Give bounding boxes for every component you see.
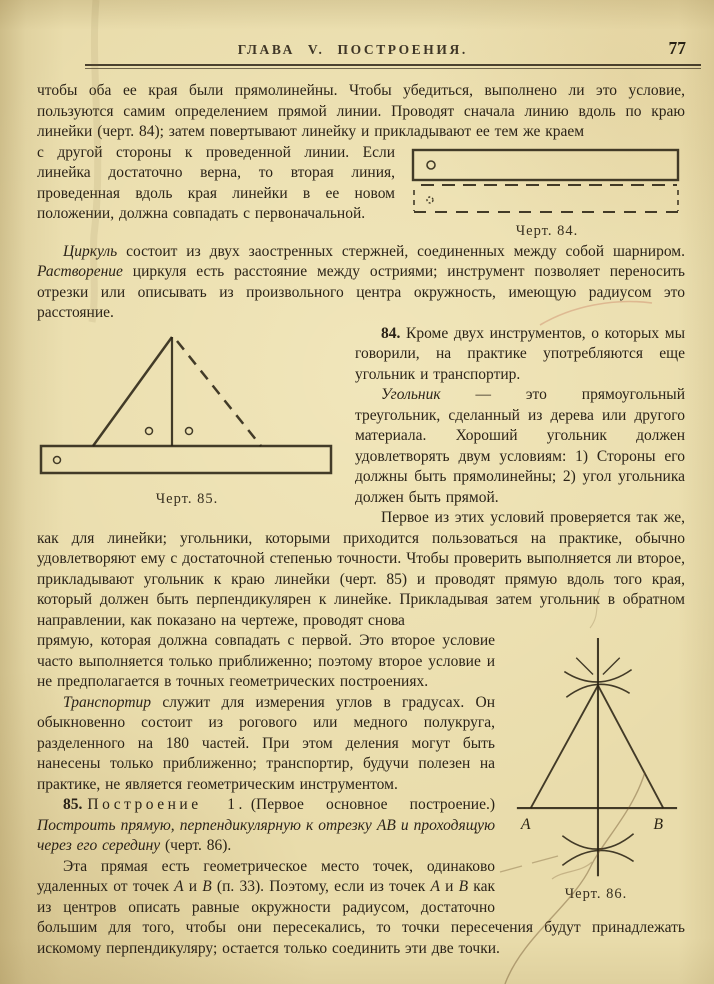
point-b: В [458, 878, 469, 896]
problem-statement: Построить прямую, перпендикулярную к отрезку АВ и проходящую через его середину [37, 816, 495, 855]
point-a: А [430, 878, 440, 896]
paragraph-text: и [183, 878, 203, 896]
term-compass: Циркуль [63, 242, 118, 260]
paragraph-text: циркуля есть расстояние между остриями; инструмент позволяет переносить отрезки или описывать из произвольного центра окружность, имеющую радиусом это расстояние. [37, 263, 685, 322]
point-label-b: В [653, 816, 664, 834]
figure-85-caption: Черт. 85. [155, 490, 219, 507]
paragraph-text: как из центров описать равные окружности радиусом, достаточно большим для того, чтобы они пересекались, то точки пересечения будут принадлежать искомому перпендикуляру; остается только соединить эти две точки. [37, 878, 685, 957]
figure-84 [409, 147, 685, 240]
ruler-diagram [409, 147, 685, 219]
paragraph-text: (п. 33). Поэтому, если из точек [211, 878, 431, 896]
paragraph-text: Эта прямая есть геометрическое место точек, одинаково удаленных от точек [37, 857, 495, 896]
figure-84-caption: Черт. 84. [515, 222, 579, 239]
text-block-with-figure-84 [37, 143, 685, 242]
paragraph [37, 81, 685, 143]
header-rule [85, 64, 701, 69]
text-block-with-figure-86 [37, 631, 685, 959]
set-square-diagram [37, 329, 337, 487]
paragraph-text: прямую, которая должна совпадать с первой. Это второе условие часто выполняется только приближенно; поэтому второе условие и не предполагается в точных геометрических построениях. [37, 632, 495, 691]
figure-86-caption: Черт. 86. [564, 885, 628, 902]
perpendicular-bisector-diagram [507, 634, 685, 881]
paragraph [37, 508, 685, 631]
paragraph-text: Кроме двух инструментов, о которых мы говорили, на практике употребляются еще угольник и транспортир. [355, 324, 685, 383]
point-a: А [174, 878, 184, 896]
section-number: 84. [381, 324, 401, 342]
paragraph-text: (черт. 86). [165, 837, 232, 855]
paragraph-text: с другой стороны к проведенной линии. Если линейка достаточно верна, то вторая линия, проведенная вдоль края линейки в ее новом положении, должна совпадать с первоначальной. [37, 143, 395, 223]
paragraph-text: — это прямоугольный треугольник, сделанный из дерева или другого материала. Хороший угольник должен удовлетворять двум условиям: 1) Стороны его должны быть прямолинейны; 2) угол угольника должен быть прямой. [355, 386, 685, 506]
section-number: 85. [63, 796, 83, 814]
text-block-with-figure-85 [37, 324, 685, 632]
chapter-title: ГЛАВА V. ПОСТРОЕНИЯ. [237, 42, 468, 57]
running-head [0, 0, 714, 63]
paragraph-text: состоит из двух заостренных стержней, соединенных между собой шарниром. [117, 242, 685, 260]
figure-85 [37, 329, 337, 508]
page-body [0, 81, 714, 959]
paragraph [37, 242, 685, 324]
figure-86 [507, 634, 685, 902]
term-opening: Растворение [37, 263, 123, 281]
term-protractor: Транспортир [63, 693, 152, 711]
paragraph-text: (Первое основное построение.) [250, 796, 495, 814]
paragraph-text: служит для измерения углов в градусах. Он обыкновенно состоит из рогового или медного полукруга, разделенного на 180 частей. При этом деления могут быть нанесены только приближенно; транспортир, будучи полезен на практике, не является геометрическим инструментом. [37, 693, 495, 793]
point-label-a: А [520, 816, 531, 834]
paragraph-text: чтобы оба ее края были прямолинейны. Чтобы убедиться, выполнено ли это условие, пользуются самим определением прямой линии. Проводят сначала линию вдоль по краю линейки (черт. 84); затем повертывают линейку и прикладывают ее тем же краем [37, 82, 685, 141]
paragraph-text: и [439, 878, 459, 896]
term-set-square: Угольник [381, 386, 441, 404]
page-number: 77 [668, 38, 686, 58]
point-b: В [202, 878, 212, 896]
construction-heading: Построение 1. [87, 796, 246, 814]
paragraph-text: Первое из этих условий проверяется так же, как для линейки; угольники, которыми приходится пользоваться на практике, обычно удовлетворяют ему с достаточной степенью точности. Чтобы проверить выполняется ли второе, прикладывают угольник к краю линейки (черт. 85) и проводят прямую вдоль того края, который должен быть перпендикулярен к линейке. Прикладывая затем угольник в обратном направлении, как показано на чертеже, проводят снова [37, 509, 685, 629]
